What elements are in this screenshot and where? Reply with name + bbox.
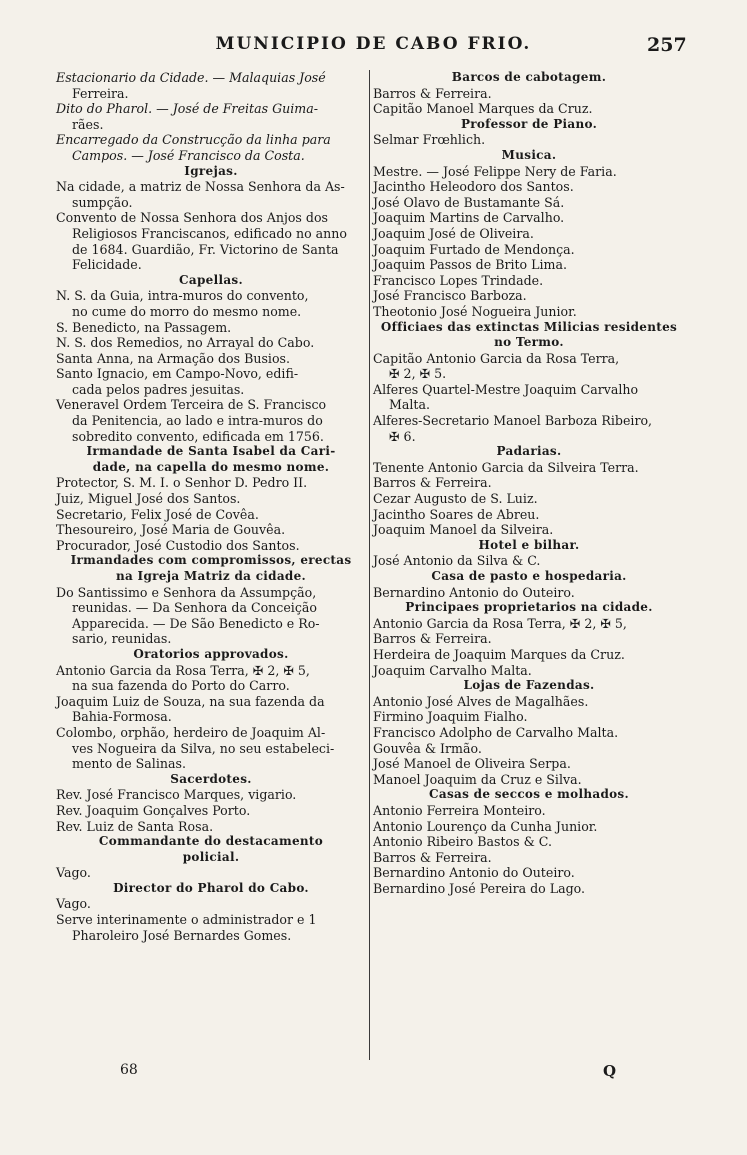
text-line: Bernardino Antonio do Outeiro.: [373, 584, 575, 600]
text-line: Santo Ignacio, em Campo-Novo, edifi-: [56, 366, 299, 382]
text-line: Pharoleiro José Bernardes Gomes.: [72, 927, 292, 943]
text-line: Felicidade.: [72, 257, 142, 273]
text-line: Secretario, Felix José de Covêa.: [56, 506, 259, 522]
section-heading: Irmandades com compromissos, erectas: [70, 553, 352, 568]
section-heading: Oratorios approvados.: [133, 646, 289, 661]
text-line: Joaquim Carvalho Malta.: [373, 662, 532, 678]
text-line: S. Benedicto, na Passagem.: [56, 319, 232, 335]
text-line: Bahia-Formosa.: [72, 709, 172, 725]
text-line: Colombo, orphão, herdeiro de Joaquim Al-: [56, 724, 326, 740]
text-line: Capitão Manoel Marques da Cruz.: [373, 101, 593, 117]
text-line: Serve interinamente o administrador e 1: [56, 912, 317, 928]
text-line: Barros & Ferreira.: [373, 849, 492, 865]
text-line: Procurador, José Custodio dos Santos.: [56, 537, 300, 553]
text-line: sumpção.: [72, 194, 133, 210]
text-line: reunidas. — Da Senhora da Conceição: [72, 600, 317, 616]
text-line: ✠ 2, ✠ 5.: [389, 366, 447, 382]
page-number: 257: [647, 34, 687, 56]
text-line: Protector, S. M. I. o Senhor D. Pedro II.: [56, 475, 308, 491]
text-line: N. S. dos Remedios, no Arrayal do Cabo.: [56, 335, 315, 351]
text-line: José Manoel de Oliveira Serpa.: [373, 756, 571, 772]
text-line: Barros & Ferreira.: [373, 631, 492, 647]
text-line: Antonio Garcia da Rosa Terra, ✠ 2, ✠ 5,: [56, 662, 310, 678]
text-line: Dito do Pharol. — José de Freitas Guima-: [56, 101, 318, 117]
text-line: Firmino Joaquim Fialho.: [373, 709, 528, 725]
text-line: Francisco Lopes Trindade.: [373, 272, 544, 288]
text-line: ves Nogueira da Silva, no seu estabeleci-: [72, 740, 335, 756]
text-line: Campos. — José Francisco da Costa.: [72, 147, 305, 163]
text-line: Convento de Nossa Senhora dos Anjos dos: [56, 210, 329, 226]
text-line: Theotonio José Nogueira Junior.: [373, 303, 577, 319]
text-line: Herdeira de Joaquim Marques da Cruz.: [373, 646, 625, 662]
text-line: Antonio José Alves de Magalhães.: [373, 693, 589, 709]
text-line: Apparecida. — De São Benedicto e Ro-: [72, 615, 320, 631]
text-line: Gouvêa & Irmão.: [373, 740, 482, 756]
text-line: Joaquim José de Oliveira.: [373, 225, 534, 241]
section-heading: Capellas.: [179, 272, 243, 287]
section-heading: Hotel e bilhar.: [478, 537, 580, 552]
section-heading: dade, na capella do mesmo nome.: [92, 459, 330, 474]
signature-mark-left: 68: [120, 1062, 138, 1078]
left-column: [56, 70, 366, 943]
text-line: Barros & Ferreira.: [373, 475, 492, 491]
text-line: Alferes-Secretario Manoel Barboza Ribeiro,: [373, 413, 653, 429]
text-line: José Antonio da Silva & C.: [373, 553, 541, 569]
text-line: Bernardino Antonio do Outeiro.: [373, 865, 575, 881]
section-heading: Lojas de Fazendas.: [463, 678, 595, 693]
text-line: Mestre. — José Felippe Nery de Faria.: [373, 163, 617, 179]
text-line: Antonio Ribeiro Bastos & C.: [373, 834, 552, 850]
text-line: Encarregado da Construcção da linha para: [56, 132, 331, 148]
text-line: Vago.: [56, 865, 91, 881]
text-line: Joaquim Furtado de Mendonça.: [373, 241, 575, 257]
text-line: Rev. José Francisco Marques, vigario.: [56, 787, 297, 803]
text-line: Barros & Ferreira.: [373, 85, 492, 101]
text-line: Antonio Ferreira Monteiro.: [373, 802, 546, 818]
text-line: ✠ 6.: [389, 428, 416, 444]
text-line: Santa Anna, na Armação dos Busios.: [56, 350, 290, 366]
text-line: Malta.: [389, 397, 431, 413]
text-line: Jacintho Heleodoro dos Santos.: [373, 179, 574, 195]
text-line: Thesoureiro, José Maria de Gouvêa.: [56, 522, 286, 538]
text-line: N. S. da Guia, intra-muros do convento,: [56, 288, 309, 304]
section-heading: Professor de Piano.: [460, 116, 598, 131]
section-heading: Director do Pharol do Cabo.: [113, 880, 309, 895]
text-line: Rev. Luiz de Santa Rosa.: [56, 818, 214, 834]
text-line: da Penitencia, ao lado e intra-muros do: [72, 413, 323, 429]
text-line: Joaquim Manoel da Silveira.: [373, 522, 554, 538]
text-line: Capitão Antonio Garcia da Rosa Terra,: [373, 350, 620, 366]
section-heading: Irmandade de Santa Isabel da Cari-: [86, 444, 336, 459]
section-heading: Musica.: [501, 147, 557, 162]
text-line: Juiz, Miguel José dos Santos.: [56, 491, 241, 507]
right-column: [373, 70, 685, 896]
text-line: Alferes Quartel-Mestre Joaquim Carvalho: [373, 381, 639, 397]
text-line: Cezar Augusto de S. Luiz.: [373, 491, 538, 507]
section-heading: policial.: [182, 849, 240, 864]
text-line: Joaquim Martins de Carvalho.: [373, 210, 565, 226]
text-line: Do Santissimo e Senhora da Assumpção,: [56, 584, 317, 600]
section-heading: Commandante do destacamento: [98, 834, 324, 849]
text-line: José Olavo de Bustamante Sá.: [373, 194, 565, 210]
section-heading: Padarias.: [496, 444, 562, 459]
text-line: Selmar Frœhlich.: [373, 132, 486, 148]
signature-mark-right: Q: [603, 1062, 617, 1080]
column-divider: [369, 70, 370, 1060]
text-line: Religiosos Franciscanos, edificado no anno: [72, 225, 347, 241]
text-line: Manoel Joaquim da Cruz e Silva.: [373, 771, 582, 787]
section-heading: no Termo.: [494, 335, 564, 350]
text-line: mento de Salinas.: [72, 756, 186, 772]
text-line: Vago.: [56, 896, 91, 912]
text-line: Ferreira.: [72, 85, 129, 101]
section-heading: Principaes proprietarios na cidade.: [405, 600, 653, 615]
text-line: Jacintho Soares de Abreu.: [373, 506, 540, 522]
section-heading: Barcos de cabotagem.: [451, 70, 607, 84]
text-line: Tenente Antonio Garcia da Silveira Terra.: [373, 459, 639, 475]
text-line: Antonio Garcia da Rosa Terra, ✠ 2, ✠ 5,: [373, 615, 627, 631]
text-line: rães.: [72, 116, 104, 132]
text-line: Veneravel Ordem Terceira de S. Francisco: [56, 397, 327, 413]
text-line: Na cidade, a matriz de Nossa Senhora da As-: [56, 179, 345, 195]
section-heading: Sacerdotes.: [170, 771, 252, 786]
section-heading: na Igreja Matriz da cidade.: [115, 569, 307, 583]
text-line: cada pelos padres jesuitas.: [72, 381, 245, 397]
page-title: MUNICIPIO DE CABO FRIO.: [215, 34, 532, 54]
text-line: no cume do morro do mesmo nome.: [72, 303, 302, 319]
text-line: sario, reunidas.: [72, 631, 172, 647]
text-line: Bernardino José Pereira do Lago.: [373, 880, 586, 896]
text-line: Rev. Joaquim Gonçalves Porto.: [56, 802, 251, 818]
text-line: Antonio Lourenço da Cunha Junior.: [373, 818, 598, 834]
section-heading: Igrejas.: [184, 163, 238, 178]
section-heading: Officiaes das extinctas Milicias residentes: [380, 319, 678, 334]
text-line: Joaquim Passos de Brito Lima.: [373, 257, 567, 273]
section-heading: Casa de pasto e hospedaria.: [431, 569, 627, 583]
text-line: de 1684. Guardião, Fr. Victorino de Santa: [72, 241, 339, 257]
text-line: na sua fazenda do Porto do Carro.: [72, 678, 290, 694]
section-heading: Casas de seccos e molhados.: [429, 787, 629, 802]
text-line: Estacionario da Cidade. — Malaquias José: [56, 70, 326, 85]
text-line: Joaquim Luiz de Souza, na sua fazenda da: [56, 693, 325, 709]
text-line: sobredito convento, edificada em 1756.: [72, 428, 324, 444]
text-line: Francisco Adolpho de Carvalho Malta.: [373, 724, 619, 740]
text-line: José Francisco Barboza.: [373, 288, 527, 304]
